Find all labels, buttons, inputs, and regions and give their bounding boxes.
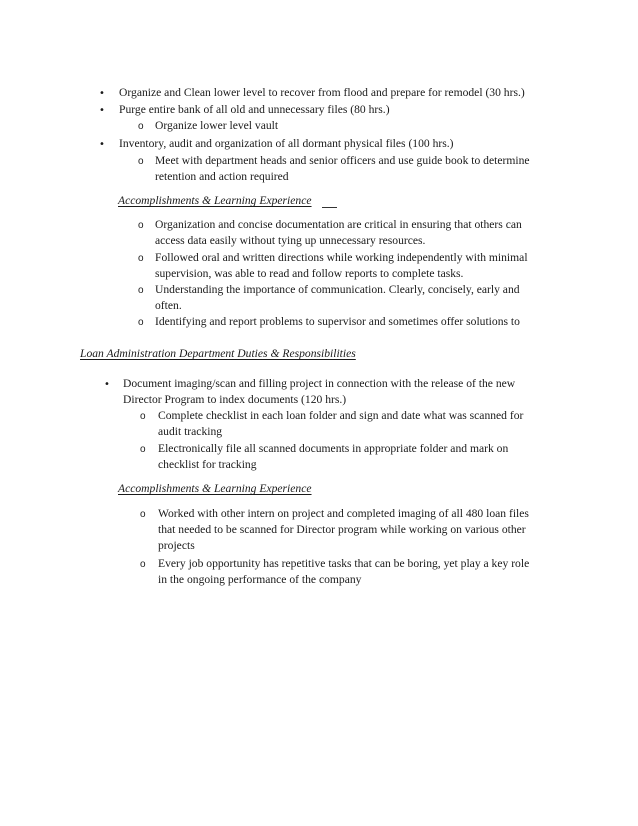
accomplishment-text: that needed to be scanned for Director program while working on various other xyxy=(158,523,526,536)
sub-bullet-marker: o xyxy=(138,285,144,296)
sub-bullet-marker: o xyxy=(140,444,146,455)
sub-bullet-marker: o xyxy=(138,253,144,264)
sub-bullet-marker: o xyxy=(140,411,146,422)
bullet-text: Document imaging/scan and filling project in connection with the release of the new xyxy=(123,377,516,390)
accomplishment-text: Identifying and report problems to supervisor and sometimes offer solutions to xyxy=(155,315,520,328)
sub-bullet-marker: o xyxy=(138,220,144,231)
accomplishment-text: often. xyxy=(155,299,182,312)
section-title: Loan Administration Department Duties & Responsibilities xyxy=(80,347,356,360)
sub-bullet-text: Electronically file all scanned documents in appropriate folder and mark on xyxy=(158,442,509,455)
bullet-text: Director Program to index documents (120 hrs.) xyxy=(123,393,347,406)
sub-bullet-marker: o xyxy=(138,156,144,167)
bullet-marker: • xyxy=(104,379,110,390)
sub-bullet-marker: o xyxy=(138,121,144,132)
bullet-text: Purge entire bank of all old and unnecessary files (80 hrs.) xyxy=(119,103,390,116)
sub-bullet-text: checklist for tracking xyxy=(158,458,257,471)
accomplishment-text: Every job opportunity has repetitive tasks that can be boring, yet play a key role xyxy=(158,557,530,570)
bullet-text: Inventory, audit and organization of all dormant physical files (100 hrs.) xyxy=(119,137,454,150)
bullet-marker: • xyxy=(99,88,105,99)
sub-bullet-text: Complete checklist in each loan folder and sign and date what was scanned for xyxy=(158,409,524,422)
accomplishment-text: Followed oral and written directions while working independently with minimal xyxy=(155,251,528,264)
accomplishment-text: Worked with other intern on project and completed imaging of all 480 loan files xyxy=(158,507,529,520)
sub-bullet-marker: o xyxy=(140,559,146,570)
sub-bullet-marker: o xyxy=(138,317,144,328)
sub-bullet-marker: o xyxy=(140,509,146,520)
bullet-text: Organize and Clean lower level to recover from flood and prepare for remodel (30 hrs.) xyxy=(119,86,525,99)
accomplishment-text: Understanding the importance of communication. Clearly, concisely, early and xyxy=(155,283,520,296)
sub-bullet-text: retention and action required xyxy=(155,170,289,183)
bullet-marker: • xyxy=(99,139,105,150)
accomplishment-text: supervision, was able to read and follow reports to complete tasks. xyxy=(155,267,464,280)
accomplishment-text: Organization and concise documentation are critical in ensuring that others can xyxy=(155,218,522,231)
accomplishment-text: access data easily without tying up unnecessary resources. xyxy=(155,234,426,247)
sub-bullet-text: Meet with department heads and senior officers and use guide book to determine xyxy=(155,154,530,167)
accomplishment-text: projects xyxy=(158,539,195,552)
bullet-marker: • xyxy=(99,105,105,116)
sub-bullet-text: Organize lower level vault xyxy=(155,119,279,132)
accomplishment-text: in the ongoing performance of the company xyxy=(158,573,362,586)
sub-bullet-text: audit tracking xyxy=(158,425,223,438)
accomplishments-heading: Accomplishments & Learning Experience xyxy=(118,194,312,207)
heading-underline-tail xyxy=(322,207,337,208)
accomplishments-heading: Accomplishments & Learning Experience xyxy=(118,482,312,495)
